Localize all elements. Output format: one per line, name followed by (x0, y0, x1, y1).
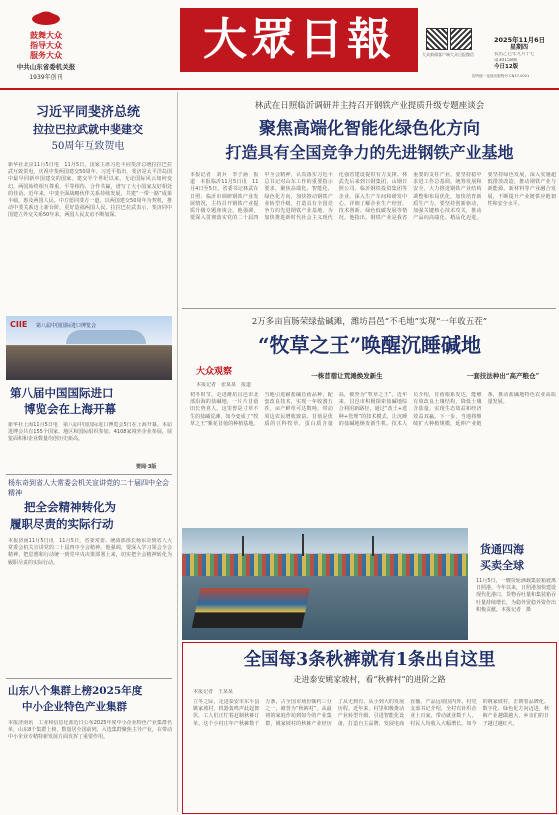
johns-headline: 全国每3条秋裤就有1条出自这里 (243, 650, 496, 670)
johns-article-text: 立冬之际，走进泰安市东平县姚家坡村，机器轰鸣声此起彼伏，工人们正忙着赶制秋裤订单。这个小村庄年产秋裤数千万条，占全国市场份额约三分之一，被誉为“秋裤村”。从最初的家庭作坊到如今的产业集群，姚家坡村的秋裤产业经历了从无到有、从小到大的发展历程。近年来，村里积极推动产业转型升级，引进智能化设备，打造自主品牌，发展电商直播，产品远销国内外。村党支部书记介绍，全村有针织企业上百家，带动就业数千人，村民人均收入大幅增长。如今的姚家坡村，正朝着品牌化、数字化、绿色化方向迈进，秋裤产业越做越大，乡亲们的日子越过越红火。 (193, 699, 549, 727)
left-column (0, 90, 176, 815)
main-headline-line-2: 打造具有全国竞争力的先进钢铁产业基地 (225, 143, 514, 162)
crane-icon (242, 536, 244, 556)
expo-building-icon (66, 330, 146, 344)
page-count: 今日12版 (494, 64, 519, 70)
expo-photo (6, 316, 172, 380)
expo-title-line-2: 博览会在上海开幕 (24, 402, 116, 416)
expo-title-line-1: 第八届中国国际进口 (10, 386, 114, 400)
logo-caption-1: 鼓舞大众 (30, 30, 62, 40)
port-title-line-1: 货通四海 (480, 543, 524, 556)
lunar-date: 农历乙巳年九月十七 (494, 52, 535, 57)
salt-article-text: 初冬时节，走进潍坊昌邑市北部沿海的盐碱地，一片片苜蓿田长势喜人。这里曾是寸草不生的盐碱荒滩，如今变成了“牧草之王”紫花苜蓿的种植基地。当地引进耐盐碱苜蓿品种，配套改良技术，实现一年收割五茬，亩产鲜草可达数吨，带动周边农民增收致富。苜蓿是优质的豆科牧草，蛋白质含量高，被誉为“牧草之王”。近年来，昌邑市积极探索盐碱地综合利用新路径，通过“改土+选种+管理”的技术模式，让沉睡的盐碱地焕发新生机。技术人员介绍，苜蓿根系发达，能够有效改良土壤结构，降低土壤含盐量，实现生态效益和经济效益双赢。下一步，当地将继续扩大种植规模，延伸产业链条，推动盐碱地特色农业高质量发展。 (190, 392, 556, 427)
salt-headline: “牧草之王”唤醒沉睡碱地 (257, 333, 481, 357)
salt-kicker: 2万多亩盲肠荣绿盐碱滩，潍坊昌邑“不毛地”实现“一年收五茬” (251, 317, 488, 327)
port-photo (182, 528, 468, 640)
divider (182, 308, 556, 309)
main-story (180, 90, 559, 308)
salt-col2-subhead: 一套技法种出“高产粮仓” (466, 372, 540, 380)
qr-label-1: 大众新闻客户端 (422, 52, 450, 57)
newspaper-logo-icon (30, 8, 62, 26)
main-article-text: 本报记者 刘兵 李子涵 报道 本报临沂11月5日讯 11月4日至5日，省委书记林武在日照、临沂市调研钢铁产业发展情况，主持召开钢铁产业提质升级专题座谈会。他强调，要深入贯彻落实党的二十届四中全会精神，认真落实习近平总书记对山东工作的重要指示要求，聚焦高端化、智能化、绿色化方向，加快推动钢铁产业转型升级，打造具有全国竞争力的先进钢铁产业基地，为加快推进新时代社会主义现代化强省建设提供有力支撑。林武先后来到日钢集团、山钢日照公司、临沂钢铁投资集团等企业，深入生产车间和研发中心，详细了解企业生产经营、技术创新、绿色低碳发展等情况。他指出，钢铁产业是我省重要的支柱产业，要坚持稳中求进工作总基调，统筹发展和安全，大力推进钢铁产业结构调整和布局优化，加快培育新质生产力。要坚持创新驱动，加强关键核心技术攻关，推动产品向高端化、精品化迈进。要坚持绿色发展，深入实施超低排放改造，推动钢铁产业与新能源、新材料等产业融合发展，不断提升产业链供应链韧性和安全水平。 (190, 172, 556, 222)
port-caption-text: 11月5日，一艘货轮满载集装箱驶离日照港。今年以来，日照港加快建设现代化港口，货物吞吐量和集装箱吞吐量持续增长，为稳外贸稳外资作出积极贡献。本报记者 摄 (476, 578, 556, 613)
plenum-title-line-2: 履职尽责的实际行动 (10, 517, 114, 531)
section-logo: 大众观察 (196, 367, 233, 377)
expo-page-ref: 要闻·3版 (136, 464, 157, 470)
plenum-subtitle: 杨东奇到省人大常委会机关宣讲党的二十届四中全会精神 (8, 479, 169, 497)
divider (6, 678, 172, 679)
publisher: 中共山东省委机关报 (16, 63, 76, 71)
container-yard (182, 554, 468, 576)
johns-subheadline: 走进泰安姚家坡村，看“秋裤村”的进阶之路 (293, 675, 446, 684)
main-kicker: 林武在日照临沂调研并主持召开钢铁产业提质升级专题座谈会 (254, 101, 485, 111)
founded: 1939年创刊 (29, 74, 63, 81)
port-title-line-2: 买卖全球 (480, 559, 524, 572)
publication-code: 国内统一连续出版物号 CN37-0001 (472, 74, 530, 78)
lead-title-line-3: 50周年互致贺电 (51, 141, 125, 152)
cluster-title-line-1: 山东八个集群上榜2025年度 (8, 685, 143, 697)
johns-story (182, 642, 557, 814)
salt-col1-subhead: 一株苜蓿让荒滩焕发新生 (311, 372, 383, 380)
issue-weekday: 星期四 (510, 44, 529, 51)
issue-number: 第30158期 (494, 58, 518, 63)
expo-logo-text: CIIE (10, 320, 28, 329)
salt-story (180, 310, 559, 526)
logo-caption-2: 指导大众 (30, 40, 62, 50)
lead-article-text: 新华社北京11月5日电 11月5日，国家主席习近平同斐济总统拉拉巴拉武互致贺电，庆祝中斐两国建交50周年。习近平指出，斐济是太平洋岛国中最早同新中国建交的国家。建交半个世纪以来，无论国际风云如何变幻，两国始终相互尊重、平等相待、合作共赢，谱写了大小国家友好相处的佳话。近年来，中斐全面战略伙伴关系持续发展，共建“一带一路”成果丰硕，惠及两国人民。中方愿同斐方一道，以两国建交50周年为契机，推动中斐关系迈上新台阶，更好造福两国人民。拉拉巴拉武表示，斐济同中国建立外交关系50年来，两国人民友谊不断加深。 (8, 162, 172, 219)
main-headline-line-1: 聚焦高端化智能化绿色化方向 (259, 119, 480, 139)
logo-caption-3: 服务大众 (30, 50, 62, 60)
qr-code-icon (426, 28, 448, 50)
cluster-article-text: 本报济南讯 工业和信息化部近日公布2025年度中小企业特色产业集群名单，山东8个集群上榜，数量居全国前列。入选集群聚焦主导产业，在带动中小企业专精特新发展方面发挥了重要作用。 (8, 720, 172, 741)
expo-banner-text: 第八届中国国际进口博览会 (36, 323, 97, 329)
cluster-title-line-2: 中小企业特色产业集群 (22, 701, 127, 713)
newspaper-title: 大眾日報 (203, 14, 395, 65)
title-block (180, 8, 418, 72)
expo-article-text: 新华社上海11月5日电 第八届中国国际进口博览会5日在上海开幕。本届进博会共有155个国家、地区和国际组织参加，4108家境外企业参展，展览面积和企业数量均创历史新高。 (8, 422, 172, 443)
johns-byline: 本报记者 王某某 (193, 689, 234, 695)
lead-title-line-1: 习近平同斐济总统 (35, 105, 140, 120)
plenum-article-text: 本报济南11月5日讯 11月5日，省委常委、统战部部长杨东奇到省人大常委会机关宣讲党的二十届四中全会精神。他强调，要深入学习领会全会精神，把思想和行动统一到党中央决策部署上来，切实把全会精神转化为履职尽责的实际行动。 (8, 538, 172, 566)
qr-code-icon (450, 28, 472, 50)
crane-icon (302, 534, 304, 556)
column-divider (177, 92, 178, 812)
masthead (0, 0, 559, 86)
crane-icon (372, 536, 374, 556)
port-caption-box (470, 528, 559, 640)
plenum-title-line-1: 把全会精神转化为 (24, 500, 116, 514)
divider (6, 474, 172, 475)
qr-label-2: 大众日报微信 (450, 52, 474, 57)
salt-byline: 本报记者 张某某 报道 (196, 382, 252, 388)
cargo-ship (192, 588, 311, 628)
lead-title-line-2: 拉拉巴拉武就中斐建交 (33, 123, 143, 136)
issue-date: 2025年11月6日 (494, 36, 546, 44)
